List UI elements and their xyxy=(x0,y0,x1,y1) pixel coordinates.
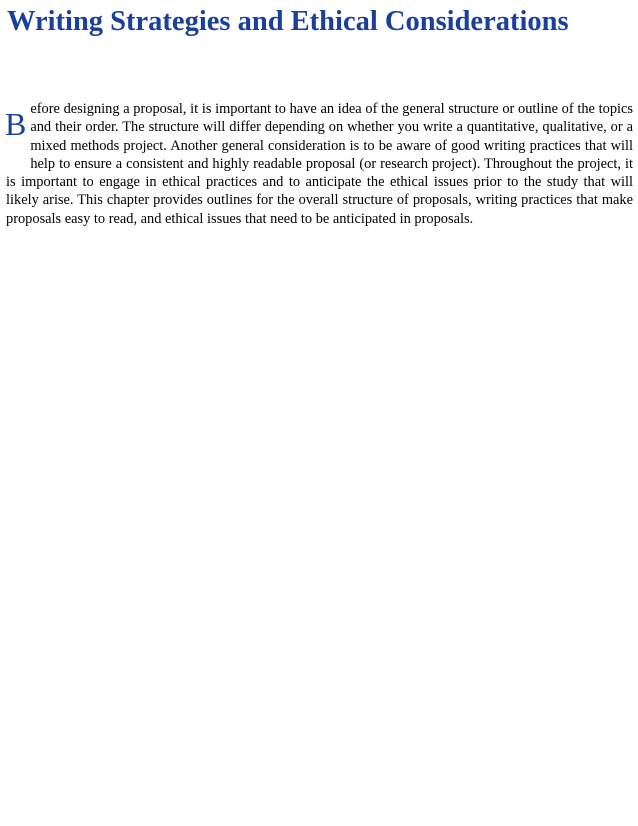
intro-paragraph xyxy=(6,100,633,228)
intro-paragraph-text: efore designing a proposal, it is important to have an idea of the general structure or outline of the topics and their order. The structure will differ depending on whether you write a quantitative, qualitative, or a mixed methods project. Another general consideration is to be aware of good writing practices that will help to ensure a consistent and highly readable proposal (or research project). Throughout the project, it is important to engage in ethical practices and to anticipate the ethical issues prior to the study that will likely arise. This chapter provides outlines for the overall structure of proposals, writing practices that make proposals easy to read, and ethical issues that need to be anticipated in proposals. xyxy=(6,101,633,227)
chapter-title: Writing Strategies and Ethical Considerations xyxy=(7,6,569,37)
drop-cap-letter: B xyxy=(5,106,27,142)
